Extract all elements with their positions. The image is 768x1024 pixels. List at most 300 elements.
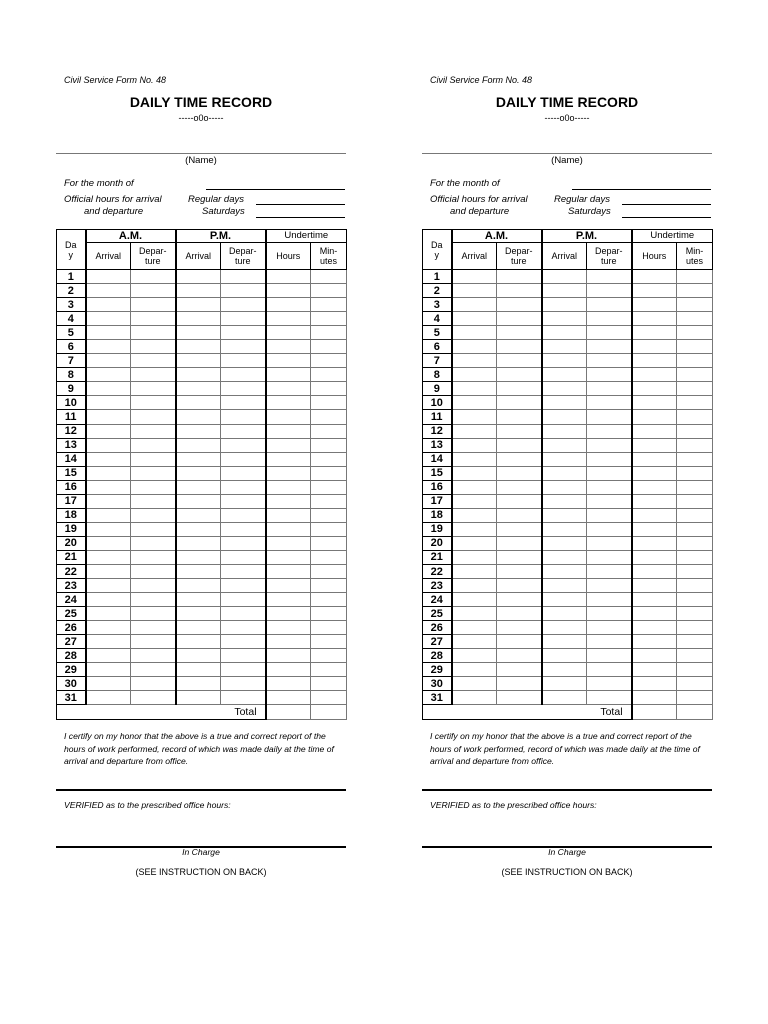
am-departure-cell[interactable] [131, 354, 176, 368]
undertime-minutes-cell[interactable] [677, 522, 713, 536]
undertime-hours-cell[interactable] [632, 410, 677, 424]
pm-departure-cell[interactable] [221, 593, 266, 607]
undertime-minutes-cell[interactable] [677, 579, 713, 593]
pm-arrival-cell[interactable] [542, 326, 587, 340]
pm-departure-cell[interactable] [221, 424, 266, 438]
am-departure-cell[interactable] [131, 452, 176, 466]
undertime-hours-cell[interactable] [632, 340, 677, 354]
pm-arrival-cell[interactable] [542, 284, 587, 298]
pm-departure-cell[interactable] [587, 312, 632, 326]
pm-arrival-cell[interactable] [176, 382, 221, 396]
am-arrival-cell[interactable] [452, 368, 497, 382]
undertime-minutes-cell[interactable] [677, 508, 713, 522]
undertime-hours-cell[interactable] [632, 284, 677, 298]
am-departure-cell[interactable] [497, 452, 542, 466]
pm-arrival-cell[interactable] [176, 649, 221, 663]
undertime-hours-cell[interactable] [632, 382, 677, 396]
undertime-hours-cell[interactable] [266, 550, 311, 564]
am-departure-cell[interactable] [497, 607, 542, 621]
am-departure-cell[interactable] [497, 354, 542, 368]
total-minutes-cell[interactable] [677, 705, 713, 719]
am-arrival-cell[interactable] [86, 607, 131, 621]
undertime-hours-cell[interactable] [632, 270, 677, 284]
pm-departure-cell[interactable] [587, 340, 632, 354]
pm-arrival-cell[interactable] [176, 550, 221, 564]
undertime-minutes-cell[interactable] [311, 593, 347, 607]
undertime-minutes-cell[interactable] [311, 382, 347, 396]
undertime-minutes-cell[interactable] [677, 270, 713, 284]
employee-signature-line[interactable] [56, 789, 346, 791]
am-departure-cell[interactable] [497, 564, 542, 578]
pm-arrival-cell[interactable] [176, 522, 221, 536]
pm-arrival-cell[interactable] [176, 691, 221, 705]
am-arrival-cell[interactable] [452, 424, 497, 438]
undertime-minutes-cell[interactable] [311, 508, 347, 522]
pm-departure-cell[interactable] [221, 298, 266, 312]
pm-departure-cell[interactable] [587, 382, 632, 396]
pm-arrival-cell[interactable] [176, 270, 221, 284]
undertime-minutes-cell[interactable] [677, 312, 713, 326]
pm-arrival-cell[interactable] [176, 368, 221, 382]
pm-departure-cell[interactable] [221, 677, 266, 691]
undertime-minutes-cell[interactable] [311, 298, 347, 312]
am-departure-cell[interactable] [131, 312, 176, 326]
am-arrival-cell[interactable] [86, 536, 131, 550]
am-departure-cell[interactable] [131, 550, 176, 564]
pm-departure-cell[interactable] [587, 326, 632, 340]
am-departure-cell[interactable] [131, 677, 176, 691]
pm-arrival-cell[interactable] [176, 284, 221, 298]
pm-arrival-cell[interactable] [176, 677, 221, 691]
pm-departure-cell[interactable] [221, 326, 266, 340]
undertime-minutes-cell[interactable] [311, 424, 347, 438]
pm-arrival-cell[interactable] [176, 508, 221, 522]
undertime-hours-cell[interactable] [632, 593, 677, 607]
am-departure-cell[interactable] [497, 298, 542, 312]
undertime-minutes-cell[interactable] [311, 354, 347, 368]
am-departure-cell[interactable] [131, 649, 176, 663]
am-departure-cell[interactable] [131, 340, 176, 354]
pm-departure-cell[interactable] [587, 466, 632, 480]
undertime-hours-cell[interactable] [632, 564, 677, 578]
am-arrival-cell[interactable] [86, 522, 131, 536]
pm-departure-cell[interactable] [587, 691, 632, 705]
undertime-hours-cell[interactable] [266, 270, 311, 284]
pm-departure-cell[interactable] [221, 522, 266, 536]
am-departure-cell[interactable] [131, 663, 176, 677]
am-arrival-cell[interactable] [452, 480, 497, 494]
pm-arrival-cell[interactable] [542, 396, 587, 410]
pm-departure-cell[interactable] [221, 607, 266, 621]
am-arrival-cell[interactable] [452, 340, 497, 354]
am-arrival-cell[interactable] [86, 466, 131, 480]
am-departure-cell[interactable] [497, 691, 542, 705]
am-arrival-cell[interactable] [452, 593, 497, 607]
am-departure-cell[interactable] [497, 550, 542, 564]
am-arrival-cell[interactable] [86, 270, 131, 284]
am-departure-cell[interactable] [497, 270, 542, 284]
undertime-hours-cell[interactable] [266, 593, 311, 607]
am-arrival-cell[interactable] [86, 452, 131, 466]
undertime-hours-cell[interactable] [266, 452, 311, 466]
pm-arrival-cell[interactable] [176, 494, 221, 508]
undertime-minutes-cell[interactable] [311, 312, 347, 326]
am-arrival-cell[interactable] [452, 508, 497, 522]
am-arrival-cell[interactable] [452, 550, 497, 564]
month-field[interactable] [572, 189, 711, 190]
am-departure-cell[interactable] [131, 396, 176, 410]
undertime-minutes-cell[interactable] [677, 663, 713, 677]
am-departure-cell[interactable] [497, 368, 542, 382]
am-departure-cell[interactable] [497, 326, 542, 340]
undertime-minutes-cell[interactable] [677, 621, 713, 635]
pm-arrival-cell[interactable] [542, 579, 587, 593]
pm-arrival-cell[interactable] [542, 354, 587, 368]
pm-departure-cell[interactable] [221, 438, 266, 452]
am-arrival-cell[interactable] [452, 326, 497, 340]
name-field[interactable] [56, 153, 346, 154]
am-departure-cell[interactable] [497, 410, 542, 424]
undertime-minutes-cell[interactable] [311, 649, 347, 663]
am-arrival-cell[interactable] [86, 593, 131, 607]
saturdays-field[interactable] [622, 217, 711, 218]
pm-departure-cell[interactable] [221, 550, 266, 564]
month-field[interactable] [206, 189, 345, 190]
saturdays-field[interactable] [256, 217, 345, 218]
pm-arrival-cell[interactable] [542, 663, 587, 677]
am-arrival-cell[interactable] [452, 270, 497, 284]
am-arrival-cell[interactable] [86, 326, 131, 340]
pm-departure-cell[interactable] [221, 368, 266, 382]
am-departure-cell[interactable] [497, 508, 542, 522]
undertime-minutes-cell[interactable] [677, 354, 713, 368]
undertime-hours-cell[interactable] [266, 508, 311, 522]
pm-arrival-cell[interactable] [542, 522, 587, 536]
pm-departure-cell[interactable] [221, 494, 266, 508]
undertime-hours-cell[interactable] [632, 494, 677, 508]
pm-departure-cell[interactable] [587, 550, 632, 564]
am-arrival-cell[interactable] [452, 564, 497, 578]
am-departure-cell[interactable] [131, 635, 176, 649]
am-arrival-cell[interactable] [86, 691, 131, 705]
undertime-hours-cell[interactable] [266, 663, 311, 677]
undertime-hours-cell[interactable] [266, 368, 311, 382]
am-arrival-cell[interactable] [86, 354, 131, 368]
pm-arrival-cell[interactable] [176, 536, 221, 550]
undertime-hours-cell[interactable] [266, 438, 311, 452]
undertime-hours-cell[interactable] [266, 382, 311, 396]
am-departure-cell[interactable] [131, 424, 176, 438]
pm-departure-cell[interactable] [221, 536, 266, 550]
pm-arrival-cell[interactable] [176, 579, 221, 593]
am-arrival-cell[interactable] [452, 663, 497, 677]
am-departure-cell[interactable] [131, 326, 176, 340]
undertime-minutes-cell[interactable] [677, 649, 713, 663]
am-arrival-cell[interactable] [86, 284, 131, 298]
am-arrival-cell[interactable] [452, 621, 497, 635]
pm-departure-cell[interactable] [587, 677, 632, 691]
regular-days-field[interactable] [622, 204, 711, 205]
am-arrival-cell[interactable] [452, 284, 497, 298]
pm-departure-cell[interactable] [221, 340, 266, 354]
undertime-minutes-cell[interactable] [311, 466, 347, 480]
am-arrival-cell[interactable] [86, 368, 131, 382]
pm-arrival-cell[interactable] [176, 480, 221, 494]
am-arrival-cell[interactable] [86, 312, 131, 326]
undertime-minutes-cell[interactable] [677, 550, 713, 564]
pm-departure-cell[interactable] [221, 452, 266, 466]
undertime-hours-cell[interactable] [632, 452, 677, 466]
am-departure-cell[interactable] [497, 593, 542, 607]
undertime-hours-cell[interactable] [632, 607, 677, 621]
undertime-hours-cell[interactable] [266, 649, 311, 663]
am-departure-cell[interactable] [497, 536, 542, 550]
am-departure-cell[interactable] [131, 270, 176, 284]
am-departure-cell[interactable] [497, 635, 542, 649]
undertime-hours-cell[interactable] [632, 396, 677, 410]
undertime-minutes-cell[interactable] [311, 550, 347, 564]
pm-departure-cell[interactable] [221, 663, 266, 677]
am-arrival-cell[interactable] [452, 579, 497, 593]
pm-arrival-cell[interactable] [542, 691, 587, 705]
undertime-hours-cell[interactable] [266, 466, 311, 480]
pm-departure-cell[interactable] [587, 494, 632, 508]
undertime-hours-cell[interactable] [266, 691, 311, 705]
am-departure-cell[interactable] [497, 579, 542, 593]
undertime-minutes-cell[interactable] [311, 284, 347, 298]
undertime-minutes-cell[interactable] [311, 410, 347, 424]
pm-departure-cell[interactable] [587, 564, 632, 578]
am-arrival-cell[interactable] [452, 677, 497, 691]
pm-departure-cell[interactable] [221, 354, 266, 368]
pm-arrival-cell[interactable] [542, 593, 587, 607]
undertime-minutes-cell[interactable] [677, 340, 713, 354]
am-departure-cell[interactable] [131, 579, 176, 593]
pm-departure-cell[interactable] [587, 508, 632, 522]
am-arrival-cell[interactable] [86, 494, 131, 508]
am-arrival-cell[interactable] [452, 354, 497, 368]
pm-departure-cell[interactable] [587, 522, 632, 536]
undertime-hours-cell[interactable] [266, 635, 311, 649]
am-arrival-cell[interactable] [86, 663, 131, 677]
undertime-minutes-cell[interactable] [677, 284, 713, 298]
pm-arrival-cell[interactable] [542, 270, 587, 284]
am-departure-cell[interactable] [497, 522, 542, 536]
pm-arrival-cell[interactable] [176, 621, 221, 635]
pm-arrival-cell[interactable] [542, 649, 587, 663]
total-hours-cell[interactable] [266, 705, 311, 719]
total-hours-cell[interactable] [632, 705, 677, 719]
pm-departure-cell[interactable] [221, 480, 266, 494]
undertime-minutes-cell[interactable] [677, 424, 713, 438]
pm-arrival-cell[interactable] [542, 480, 587, 494]
undertime-minutes-cell[interactable] [677, 410, 713, 424]
undertime-minutes-cell[interactable] [311, 663, 347, 677]
am-departure-cell[interactable] [497, 438, 542, 452]
am-departure-cell[interactable] [497, 312, 542, 326]
am-departure-cell[interactable] [131, 368, 176, 382]
undertime-minutes-cell[interactable] [311, 340, 347, 354]
am-arrival-cell[interactable] [86, 340, 131, 354]
am-departure-cell[interactable] [497, 424, 542, 438]
am-departure-cell[interactable] [131, 621, 176, 635]
am-departure-cell[interactable] [131, 593, 176, 607]
am-departure-cell[interactable] [497, 649, 542, 663]
am-departure-cell[interactable] [131, 607, 176, 621]
am-departure-cell[interactable] [497, 466, 542, 480]
undertime-minutes-cell[interactable] [677, 438, 713, 452]
pm-departure-cell[interactable] [587, 270, 632, 284]
am-departure-cell[interactable] [497, 382, 542, 396]
am-arrival-cell[interactable] [86, 649, 131, 663]
pm-arrival-cell[interactable] [542, 635, 587, 649]
am-arrival-cell[interactable] [86, 410, 131, 424]
am-arrival-cell[interactable] [86, 677, 131, 691]
pm-arrival-cell[interactable] [176, 424, 221, 438]
undertime-minutes-cell[interactable] [311, 607, 347, 621]
undertime-hours-cell[interactable] [632, 508, 677, 522]
am-departure-cell[interactable] [131, 508, 176, 522]
undertime-minutes-cell[interactable] [677, 536, 713, 550]
undertime-minutes-cell[interactable] [677, 368, 713, 382]
am-departure-cell[interactable] [131, 382, 176, 396]
pm-arrival-cell[interactable] [542, 312, 587, 326]
pm-departure-cell[interactable] [587, 452, 632, 466]
pm-departure-cell[interactable] [221, 410, 266, 424]
am-departure-cell[interactable] [131, 298, 176, 312]
undertime-hours-cell[interactable] [632, 621, 677, 635]
am-departure-cell[interactable] [497, 494, 542, 508]
am-departure-cell[interactable] [131, 494, 176, 508]
pm-departure-cell[interactable] [587, 368, 632, 382]
undertime-hours-cell[interactable] [632, 536, 677, 550]
pm-arrival-cell[interactable] [176, 635, 221, 649]
employee-signature-line[interactable] [422, 789, 712, 791]
undertime-hours-cell[interactable] [632, 424, 677, 438]
am-arrival-cell[interactable] [452, 312, 497, 326]
am-departure-cell[interactable] [131, 410, 176, 424]
pm-departure-cell[interactable] [587, 396, 632, 410]
undertime-hours-cell[interactable] [632, 326, 677, 340]
am-arrival-cell[interactable] [452, 298, 497, 312]
am-departure-cell[interactable] [131, 284, 176, 298]
undertime-minutes-cell[interactable] [311, 536, 347, 550]
pm-arrival-cell[interactable] [542, 466, 587, 480]
am-departure-cell[interactable] [131, 536, 176, 550]
pm-arrival-cell[interactable] [542, 452, 587, 466]
pm-arrival-cell[interactable] [542, 494, 587, 508]
pm-departure-cell[interactable] [587, 635, 632, 649]
am-arrival-cell[interactable] [452, 607, 497, 621]
undertime-hours-cell[interactable] [632, 354, 677, 368]
pm-departure-cell[interactable] [221, 466, 266, 480]
am-departure-cell[interactable] [497, 677, 542, 691]
pm-departure-cell[interactable] [587, 536, 632, 550]
undertime-hours-cell[interactable] [632, 677, 677, 691]
pm-arrival-cell[interactable] [176, 396, 221, 410]
pm-departure-cell[interactable] [221, 270, 266, 284]
pm-departure-cell[interactable] [587, 579, 632, 593]
am-arrival-cell[interactable] [452, 452, 497, 466]
undertime-hours-cell[interactable] [632, 480, 677, 494]
pm-departure-cell[interactable] [221, 579, 266, 593]
pm-arrival-cell[interactable] [176, 298, 221, 312]
undertime-minutes-cell[interactable] [311, 677, 347, 691]
am-departure-cell[interactable] [497, 663, 542, 677]
pm-arrival-cell[interactable] [542, 340, 587, 354]
pm-arrival-cell[interactable] [542, 382, 587, 396]
regular-days-field[interactable] [256, 204, 345, 205]
am-arrival-cell[interactable] [452, 649, 497, 663]
pm-arrival-cell[interactable] [542, 607, 587, 621]
am-arrival-cell[interactable] [86, 396, 131, 410]
pm-arrival-cell[interactable] [542, 508, 587, 522]
am-arrival-cell[interactable] [452, 494, 497, 508]
undertime-minutes-cell[interactable] [677, 564, 713, 578]
pm-departure-cell[interactable] [221, 621, 266, 635]
undertime-minutes-cell[interactable] [677, 677, 713, 691]
am-departure-cell[interactable] [131, 438, 176, 452]
undertime-minutes-cell[interactable] [311, 564, 347, 578]
undertime-minutes-cell[interactable] [677, 326, 713, 340]
pm-departure-cell[interactable] [221, 691, 266, 705]
undertime-minutes-cell[interactable] [677, 466, 713, 480]
undertime-minutes-cell[interactable] [311, 579, 347, 593]
pm-departure-cell[interactable] [221, 635, 266, 649]
pm-departure-cell[interactable] [587, 663, 632, 677]
am-arrival-cell[interactable] [86, 480, 131, 494]
pm-departure-cell[interactable] [587, 593, 632, 607]
pm-departure-cell[interactable] [587, 354, 632, 368]
pm-arrival-cell[interactable] [176, 326, 221, 340]
undertime-hours-cell[interactable] [266, 424, 311, 438]
undertime-hours-cell[interactable] [632, 550, 677, 564]
undertime-hours-cell[interactable] [266, 410, 311, 424]
undertime-hours-cell[interactable] [632, 368, 677, 382]
am-departure-cell[interactable] [497, 340, 542, 354]
am-arrival-cell[interactable] [86, 298, 131, 312]
undertime-hours-cell[interactable] [266, 354, 311, 368]
pm-departure-cell[interactable] [221, 284, 266, 298]
pm-arrival-cell[interactable] [176, 564, 221, 578]
am-departure-cell[interactable] [497, 284, 542, 298]
am-arrival-cell[interactable] [86, 579, 131, 593]
am-departure-cell[interactable] [131, 564, 176, 578]
undertime-hours-cell[interactable] [632, 438, 677, 452]
undertime-hours-cell[interactable] [266, 579, 311, 593]
undertime-minutes-cell[interactable] [677, 607, 713, 621]
am-arrival-cell[interactable] [452, 691, 497, 705]
am-departure-cell[interactable] [497, 621, 542, 635]
am-arrival-cell[interactable] [452, 396, 497, 410]
undertime-hours-cell[interactable] [266, 536, 311, 550]
am-arrival-cell[interactable] [452, 438, 497, 452]
undertime-minutes-cell[interactable] [311, 621, 347, 635]
am-departure-cell[interactable] [497, 480, 542, 494]
am-departure-cell[interactable] [497, 396, 542, 410]
pm-arrival-cell[interactable] [542, 677, 587, 691]
pm-departure-cell[interactable] [587, 621, 632, 635]
pm-arrival-cell[interactable] [542, 621, 587, 635]
pm-arrival-cell[interactable] [176, 466, 221, 480]
pm-departure-cell[interactable] [587, 607, 632, 621]
undertime-hours-cell[interactable] [266, 522, 311, 536]
undertime-minutes-cell[interactable] [311, 494, 347, 508]
pm-arrival-cell[interactable] [176, 354, 221, 368]
pm-arrival-cell[interactable] [542, 550, 587, 564]
pm-departure-cell[interactable] [587, 298, 632, 312]
undertime-hours-cell[interactable] [266, 480, 311, 494]
